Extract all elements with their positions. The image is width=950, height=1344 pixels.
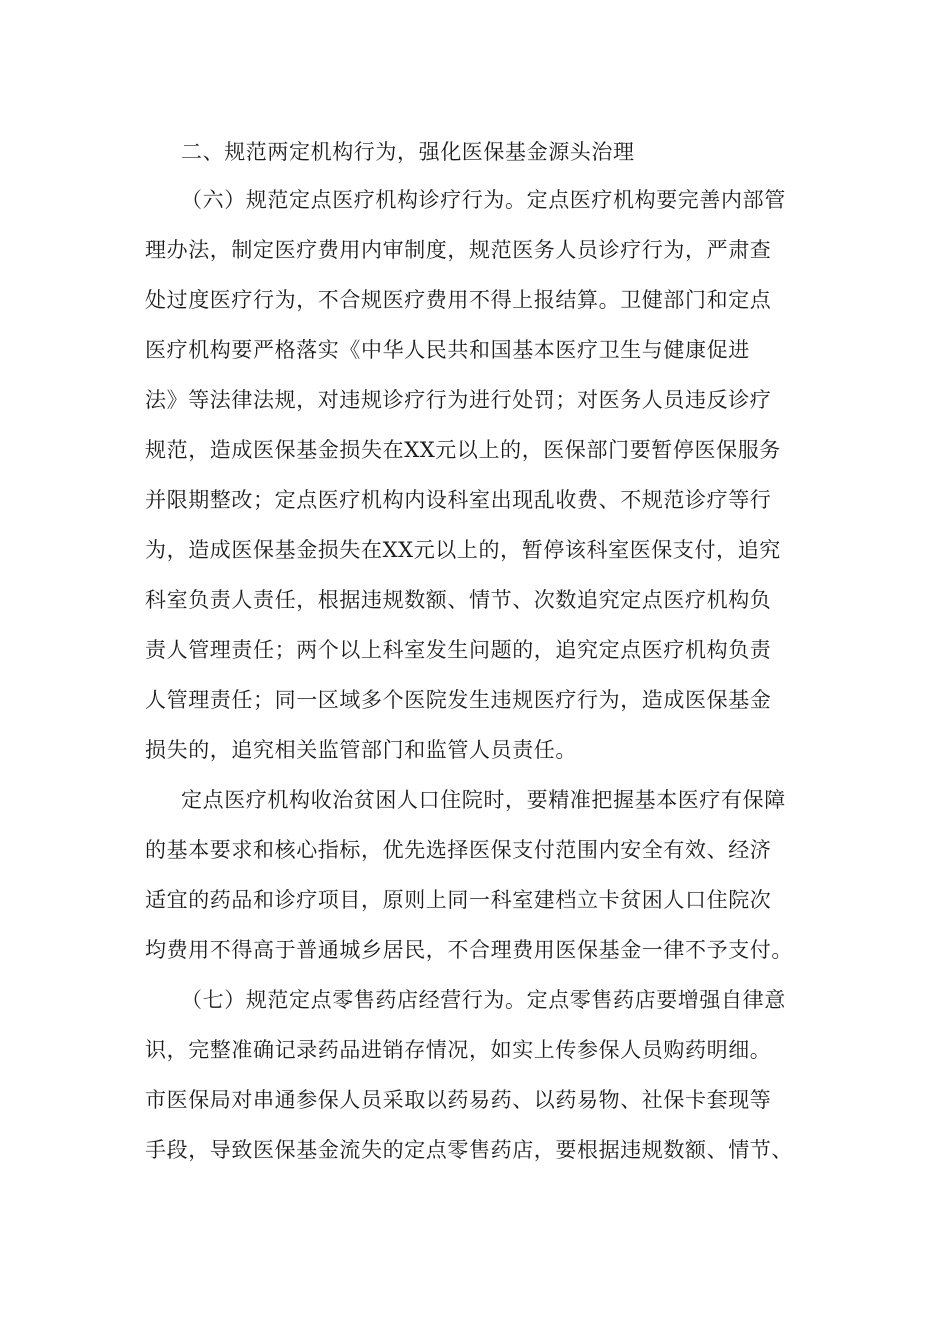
para1-line-8: 为，造成医保基金损失在XX元以上的，暂停该科室医保支付，追究 [145, 538, 781, 562]
para1-line-3: 处过度医疗行为，不合规医疗费用不得上报结算。卫健部门和定点 [145, 288, 772, 312]
para1-line-4: 医疗机构要严格落实《中华人民共和国基本医疗卫生与健康促进 [145, 338, 750, 362]
para1-line-1: （六）规范定点医疗机构诊疗行为。定点医疗机构要完善内部管 [181, 188, 786, 212]
para3-line-3: 市医保局对串通参保人员采取以药易药、以药易物、社保卡套现等 [145, 1088, 772, 1112]
para3-line-4: 手段，导致医保基金流失的定点零售药店，要根据违规数额、情节、 [145, 1138, 793, 1162]
para1-line-5: 法》等法律法规，对违规诊疗行为进行处罚；对医务人员违反诊疗 [145, 388, 772, 412]
section-heading: 二、规范两定机构行为，强化医保基金源头治理 [181, 140, 635, 164]
para1-line-11: 人管理责任；同一区域多个医院发生违规医疗行为，造成医保基金 [145, 688, 772, 712]
para2-line-4: 均费用不得高于普通城乡居民，不合理费用医保基金一律不予支付。 [145, 938, 793, 962]
para1-line-9: 科室负责人责任，根据违规数额、情节、次数追究定点医疗机构负 [145, 588, 772, 612]
para3-line-2: 识，完整准确记录药品进销存情况，如实上传参保人员购药明细。 [145, 1038, 772, 1062]
para1-line-7: 并限期整改；定点医疗机构内设科室出现乱收费、不规范诊疗等行 [145, 488, 772, 512]
para1-line-2: 理办法，制定医疗费用内审制度，规范医务人员诊疗行为，严肃查 [145, 238, 772, 262]
para1-line-12: 损失的，追究相关监管部门和监管人员责任。 [145, 738, 577, 762]
para2-line-2: 的基本要求和核心指标，优先选择医保支付范围内安全有效、经济 [145, 838, 772, 862]
para3-line-1: （七）规范定点零售药店经营行为。定点零售药店要增强自律意 [181, 988, 786, 1012]
para1-line-6: 规范，造成医保基金损失在XX元以上的，医保部门要暂停医保服务 [145, 438, 781, 462]
para1-line-10: 责人管理责任；两个以上科室发生问题的，追究定点医疗机构负责 [145, 638, 772, 662]
para2-line-3: 适宜的药品和诊疗项目，原则上同一科室建档立卡贫困人口住院次 [145, 888, 772, 912]
para2-line-1: 定点医疗机构收治贫困人口住院时，要精准把握基本医疗有保障 [181, 788, 786, 812]
